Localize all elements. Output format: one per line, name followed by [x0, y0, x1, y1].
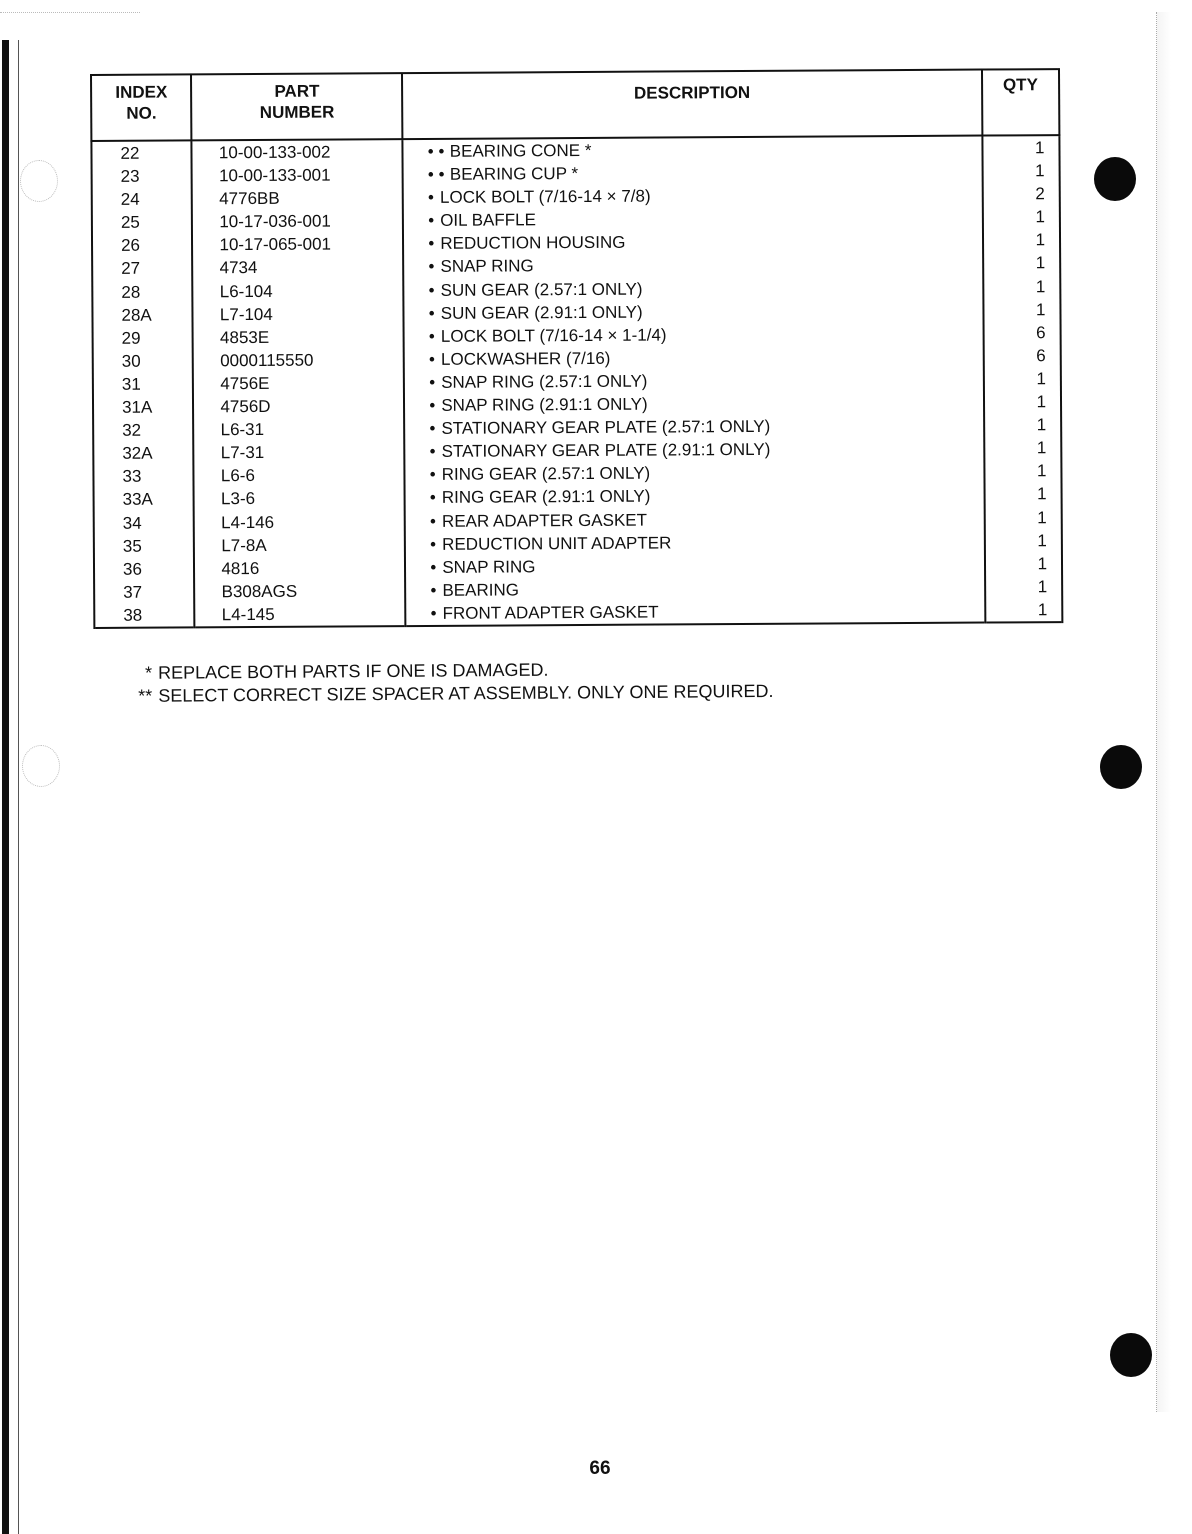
qty-cell: 1 [1035, 207, 1045, 227]
index-cell: 36 [122, 559, 143, 579]
qty-cell: 1 [1036, 461, 1047, 481]
qty-cell: 1 [1034, 138, 1045, 158]
qty-cell: 1 [1035, 299, 1046, 319]
description-cell [405, 275, 983, 302]
bullet-icon: • • [427, 141, 445, 161]
bullet-icon: • [429, 488, 436, 508]
part-number-cell: 4756E [220, 373, 270, 394]
bullet-icon: • [429, 511, 437, 531]
bullet-icon: • [428, 303, 435, 323]
qty-cell: 1 [1037, 576, 1048, 597]
qty-column [982, 135, 1062, 622]
bullet-icon: • [429, 395, 436, 415]
qty-cell: 1 [1037, 507, 1047, 527]
table-header-row [91, 69, 1059, 141]
part-number-column [192, 139, 406, 627]
description-text: LOCKWASHER (7/16) [440, 348, 611, 369]
part-number-cell: 4853E [219, 327, 270, 347]
part-number-cell: L6-104 [219, 281, 273, 301]
bullet-icon: • [429, 442, 436, 462]
part-number-cell: L6-6 [220, 466, 255, 486]
bullet-icon: • • [427, 164, 445, 185]
part-number-cell: B308AGS [221, 581, 298, 601]
part-number-cell: 0000115550 [220, 350, 314, 371]
index-cell: 23 [120, 166, 140, 186]
qty-cell: 1 [1037, 484, 1047, 504]
footnotes [128, 657, 774, 708]
description-text: LOCK BOLT (7/16-14 × 7/8) [439, 186, 651, 208]
scan-right-edge [1156, 12, 1171, 1412]
header-part-number: PART NUMBER [191, 73, 402, 140]
description-text: FRONT ADAPTER GASKET [442, 602, 659, 623]
index-cell: 28 [121, 282, 141, 302]
description-cell [404, 229, 982, 256]
part-number-cell: 10-17-065-001 [219, 234, 332, 255]
index-cell: 33 [122, 467, 142, 487]
description-text: BEARING CONE * [449, 140, 592, 161]
qty-cell: 1 [1035, 230, 1046, 250]
bullet-icon: • [428, 234, 435, 254]
description-text: STATIONARY GEAR PLATE (2.91:1 ONLY) [441, 440, 771, 462]
index-cell: 34 [122, 513, 142, 533]
description-cell [404, 183, 982, 210]
header-index: INDEX NO. [91, 74, 192, 141]
parts-table [90, 68, 1063, 629]
index-cell: 25 [120, 212, 140, 233]
part-number-cell: 4756D [220, 396, 271, 417]
part-number-cell: 4734 [219, 258, 258, 278]
qty-cell: 1 [1037, 553, 1048, 573]
part-number-cell: L7-8A [221, 535, 267, 555]
bullet-icon: • [428, 349, 436, 369]
bullet-icon: • [428, 257, 435, 277]
binding-edge [2, 40, 9, 1534]
part-number-cell: 4816 [221, 558, 260, 578]
qty-cell: 1 [1036, 438, 1047, 458]
qty-cell: 1 [1036, 369, 1046, 389]
description-text: SNAP RING (2.57:1 ONLY) [441, 371, 648, 392]
index-cell: 31 [121, 374, 141, 394]
description-cell [406, 598, 984, 625]
qty-cell: 6 [1036, 346, 1046, 366]
description-text: STATIONARY GEAR PLATE (2.57:1 ONLY) [441, 416, 771, 438]
qty-cell: 1 [1037, 600, 1048, 620]
index-cell: 28A [121, 305, 152, 325]
page-number: 66 [589, 1458, 611, 1479]
header-description: DESCRIPTION [402, 70, 982, 140]
part-number-cell: 10-00-133-002 [218, 142, 331, 163]
index-cell: 29 [121, 328, 141, 348]
description-text: SUN GEAR (2.91:1 ONLY) [440, 302, 643, 323]
description-text: REDUCTION UNIT ADAPTER [442, 533, 672, 554]
description-text: OIL BAFFLE [440, 210, 536, 231]
description-text: REAR ADAPTER GASKET [441, 510, 648, 531]
description-text: RING GEAR (2.57:1 ONLY) [441, 463, 651, 485]
footnote-single-asterisk: * REPLACE BOTH PARTS IF ONE IS DAMAGED. [144, 659, 549, 683]
description-cell [404, 206, 982, 233]
description-text: SUN GEAR (2.57:1 ONLY) [440, 279, 643, 300]
part-number-cell: L7-104 [219, 304, 273, 324]
part-number-cell: L3-6 [220, 489, 256, 509]
part-number-cell: L4-146 [221, 512, 275, 532]
description-column [403, 136, 985, 626]
description-cell [404, 137, 982, 164]
bullet-icon: • [427, 188, 435, 208]
qty-cell: 2 [1035, 184, 1045, 204]
parts-list [90, 68, 1063, 629]
qty-cell: 1 [1035, 253, 1046, 273]
index-column [91, 140, 194, 628]
bullet-icon: • [430, 534, 437, 554]
bullet-icon: • [429, 465, 436, 485]
ghost-hole-icon [20, 160, 58, 202]
description-cell [404, 252, 982, 279]
bullet-icon: • [428, 211, 435, 231]
index-cell: 32 [122, 420, 142, 440]
bullet-icon: • [430, 603, 437, 623]
table-body [91, 135, 1062, 628]
part-number-cell: 10-00-133-001 [218, 165, 331, 186]
punch-hole-icon [1094, 157, 1136, 201]
part-number-cell: L6-31 [220, 420, 265, 440]
description-text: REDUCTION HOUSING [440, 233, 626, 254]
index-cell: 24 [120, 189, 140, 210]
part-number-cell: 10-17-036-001 [219, 211, 331, 232]
scan-edge [0, 12, 140, 13]
index-cell: 33A [122, 490, 153, 510]
qty-cell: 1 [1036, 415, 1047, 435]
bullet-icon: • [430, 557, 437, 577]
part-number-cell: L4-145 [221, 604, 275, 625]
description-text: BEARING CUP * [449, 164, 579, 184]
description-text: BEARING [442, 580, 520, 600]
ghost-hole-icon [22, 745, 60, 787]
description-text: RING GEAR (2.91:1 ONLY) [441, 486, 651, 508]
description-text: SNAP RING (2.91:1 ONLY) [441, 394, 648, 415]
index-cell: 26 [120, 236, 141, 256]
index-cell: 38 [123, 605, 143, 625]
binding-edge-line [18, 40, 19, 1534]
header-qty: QTY [982, 69, 1060, 135]
qty-cell: 6 [1036, 322, 1046, 342]
qty-cell: 1 [1035, 161, 1045, 181]
index-cell: 35 [122, 536, 142, 556]
index-cell: 37 [123, 582, 143, 602]
index-cell: 22 [120, 143, 140, 163]
bullet-icon: • [430, 580, 437, 600]
bullet-icon: • [428, 326, 435, 346]
part-number-cell: 4776BB [219, 189, 280, 209]
qty-cell: 1 [1036, 392, 1047, 412]
description-cell [404, 160, 982, 187]
index-cell: 27 [121, 259, 141, 279]
bullet-icon: • [429, 419, 436, 439]
description-text: SNAP RING [440, 256, 534, 277]
bullet-icon: • [428, 280, 435, 300]
bullet-icon: • [429, 372, 436, 392]
index-cell: 31A [121, 397, 153, 417]
qty-cell: 1 [1037, 530, 1047, 550]
description-text: SNAP RING [442, 556, 536, 577]
punch-hole-icon [1100, 745, 1142, 789]
index-cell: 32A [122, 443, 153, 464]
punch-hole-icon [1110, 1333, 1152, 1377]
part-number-cell: L7-31 [220, 443, 265, 463]
qty-cell: 1 [1035, 276, 1046, 296]
footnote-double-asterisk: ** SELECT CORRECT SIZE SPACER AT ASSEMBLY. ONLY ONE REQUIRED. [138, 680, 774, 706]
index-cell: 30 [121, 351, 141, 371]
description-text: LOCK BOLT (7/16-14 × 1-1/4) [440, 325, 667, 346]
